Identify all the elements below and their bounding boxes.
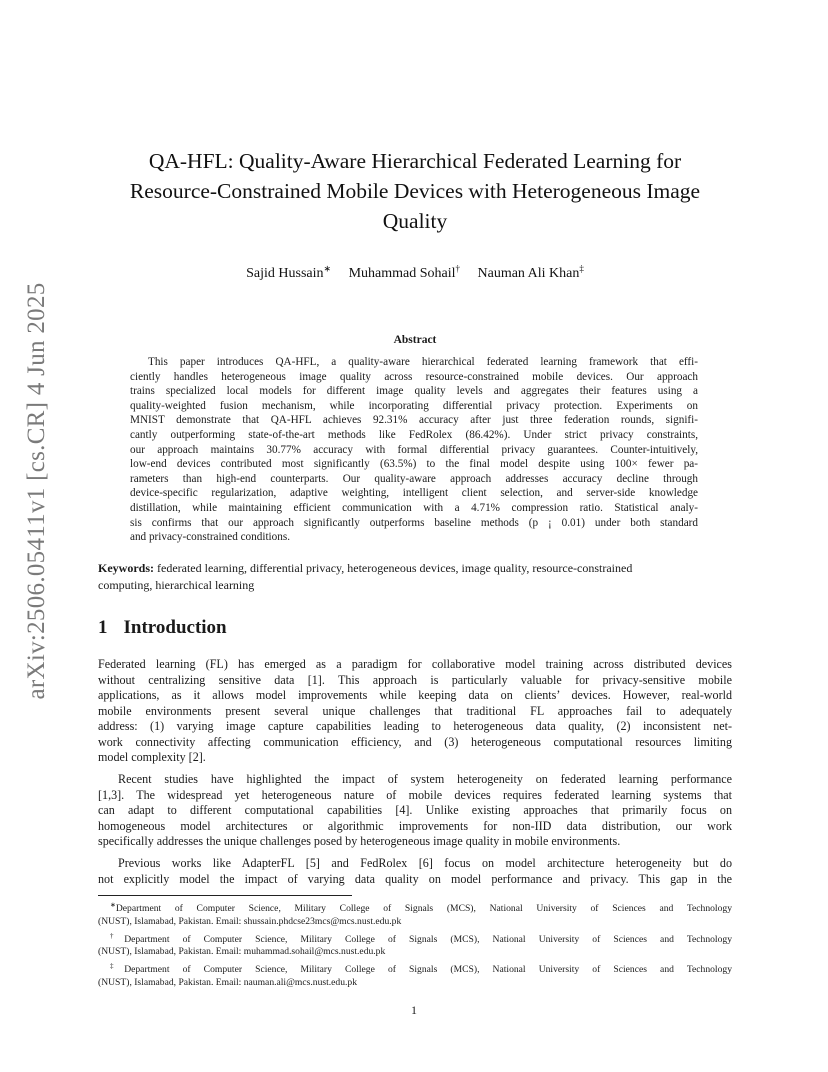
paragraph <box>98 657 732 766</box>
abstract-line: rameters than high-end counterparts. Our quality-aware approach addresses accuracy decline through <box>130 472 698 485</box>
footnotes <box>98 899 732 991</box>
keywords-line: computing, hierarchical learning <box>98 578 255 592</box>
keywords-line <box>98 560 732 577</box>
footnote-text: Department of Computer Science, Military College of Signals (MCS), National University of Sciences and Technology <box>124 933 732 945</box>
section-heading <box>98 617 227 639</box>
paragraph <box>98 856 732 887</box>
author-mark: ∗ <box>323 263 332 273</box>
abstract-line: MNIST demonstrate that QA-HFL achieves 92.31% accuracy after just three federation rounds, signifi- <box>130 414 698 427</box>
arxiv-identifier-text: arXiv:2506.05411v1 [cs.CR] 4 Jun 2025 <box>23 282 50 700</box>
footnote <box>98 899 732 928</box>
paragraph-line: not explicitly model the impact of varying data quality on model performance and privacy. This gap in the <box>98 871 732 886</box>
paragraph-line: model complexity [2]. <box>98 750 206 764</box>
paragraph-line: Previous works like AdapterFL [5] and FedRolex [6] focus on model architecture heterogeneity but do <box>118 856 732 870</box>
abstract-line: and privacy-constrained conditions. <box>130 531 290 544</box>
author <box>348 263 460 281</box>
section-title: Introduction <box>123 617 227 638</box>
keywords-label: Keywords: <box>98 561 154 575</box>
footnote-line: (NUST), Islamabad, Pakistan. Email: nauman.ali@mcs.nust.edu.pk <box>98 976 358 988</box>
footnote-text: Department of Computer Science, Military College of Signals (MCS), National University of Sciences and Technology <box>115 903 732 915</box>
abstract-line: trains specialized local models for different image quality levels and aggregates their features using a <box>130 385 698 398</box>
paragraph-line: Recent studies have highlighted the impact of system heterogeneity on federated learning performance <box>118 772 732 786</box>
author <box>477 263 584 281</box>
footnote-line <box>98 960 732 977</box>
abstract-line: low-end devices contributed most significantly (63.5%) to the final model despite using 100× fewer pa- <box>130 458 698 471</box>
footnote-mark: ‡ <box>110 962 125 970</box>
paragraph-line: address: (1) varying image capture capabilities leading to heterogeneous data quality, (2) inconsistent net- <box>98 719 732 733</box>
author-mark: † <box>455 263 460 273</box>
footnote-rule <box>98 895 352 896</box>
footnote-text: Department of Computer Science, Military College of Signals (MCS), National University of Sciences and Technology <box>124 964 732 976</box>
footnote-line: (NUST), Islamabad, Pakistan. Email: shussain.phdcse23mcs@mcs.nust.edu.pk <box>98 915 402 927</box>
author-name: Muhammad Sohail <box>348 265 456 281</box>
paragraph-line: [1,3]. The widespread yet heterogeneous nature of mobile devices requires federated learning systems that <box>98 787 732 802</box>
page-number: 1 <box>411 1003 417 1017</box>
author-name: Nauman Ali Khan <box>477 265 580 281</box>
title-line: Resource-Constrained Mobile Devices with Heterogeneous Image <box>129 179 701 203</box>
paragraph-line: Federated learning (FL) has emerged as a paradigm for collaborative model training across distributed devices <box>98 657 732 671</box>
abstract-line: quality-weighted fusion mechanism, while incorporating differential privacy protection. Experiments on <box>130 399 698 412</box>
abstract-line: distillation, while maintaining efficient communication with a 4.71% compression ratio. Statistical analy- <box>130 501 698 514</box>
footnote-line: (NUST), Islamabad, Pakistan. Email: muhammad.sohail@mcs.nust.edu.pk <box>98 946 386 958</box>
title-line: QA-HFL: Quality-Aware Hierarchical Federated Learning for <box>148 149 682 173</box>
footnote <box>98 930 732 959</box>
paper-title <box>100 146 730 236</box>
paragraph-line: homogeneous model architectures or algorithmic improvements for non-IID data distribution, our work <box>98 818 732 833</box>
abstract-heading: Abstract <box>393 334 437 346</box>
abstract-line: cantly outperforming state-of-the-art methods like FedRolex (86.42%). Under strict privacy constraints, <box>130 428 698 441</box>
paragraph-line: without centralizing sensitive data [1]. This approach is particularly valuable for privacy-sensitive mobile <box>98 672 732 687</box>
title-line: Quality <box>382 209 448 233</box>
author-list <box>100 263 730 282</box>
author-name: Sajid Hussain <box>246 265 324 281</box>
footnote-line <box>98 930 732 947</box>
abstract-body <box>130 355 698 545</box>
section-number: 1 <box>98 617 108 638</box>
arxiv-identifier <box>17 282 57 700</box>
paragraph-line: can adapt to different computational capabilities [4]. Unlike existing approaches that primarily focus on <box>98 803 732 817</box>
author-mark: ‡ <box>579 263 584 273</box>
paragraph <box>98 772 732 850</box>
abstract-line: ciently handles heterogeneous image quality across resource-constrained mobile devices. Our approach <box>130 370 698 383</box>
keywords <box>98 560 732 594</box>
author <box>246 263 332 281</box>
paragraph-line: specifically addresses the unique challenges posed by heterogeneous image quality in mobile environments. <box>98 834 621 848</box>
footnote-mark: † <box>110 931 125 940</box>
footnote-mark: ∗ <box>110 901 116 909</box>
abstract-line: sis confirms that our approach significantly outperforms baseline methods (p ¡ 0.01) under both standard <box>130 516 698 529</box>
abstract-line: our approach maintains 30.77% accuracy with formal differential privacy guarantees. Counter-intuitively, <box>130 443 698 456</box>
paragraph-line: applications, as it allows model improvements while keeping data on clients’ devices. However, real-world <box>98 688 732 702</box>
paragraph-line: work connectivity affecting communication efficiency, and (3) heterogeneous computational resources limiting <box>98 734 732 749</box>
keywords-text: federated learning, differential privacy, heterogeneous devices, image quality, resource-constrained <box>157 561 633 575</box>
abstract-line: device-specific regularization, adaptive weighting, intelligent client selection, and server-side knowledge <box>130 487 698 500</box>
paragraph-line: mobile environments present several unique challenges that traditional FL approaches fail to adequately <box>98 703 732 718</box>
abstract-line: This paper introduces QA-HFL, a quality-aware hierarchical federated learning framework that effi- <box>148 356 698 368</box>
footnote <box>98 960 732 989</box>
footnote-line <box>98 899 732 916</box>
